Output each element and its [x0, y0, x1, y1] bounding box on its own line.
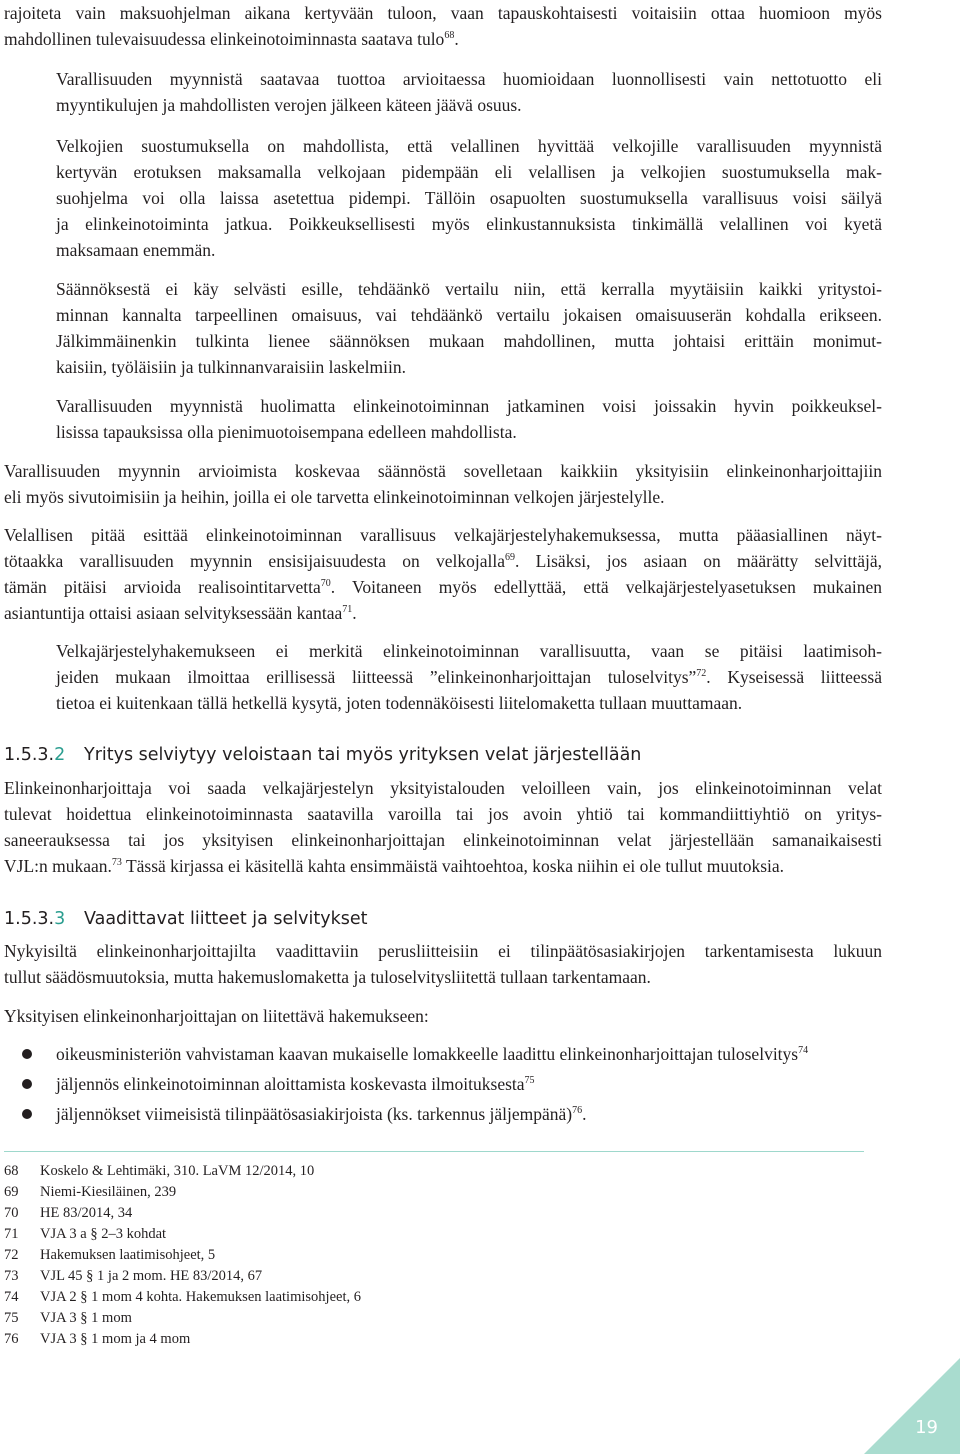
corner-triangle [864, 1358, 960, 1454]
body-line: Varallisuuden myynnistä saatavaa tuottoa arvioitaessa huomioidaan luonnollisesti vain nettotuotto eli [56, 69, 882, 89]
footnote-ref: 73 [111, 857, 122, 869]
body-line [4, 853, 784, 879]
section-number-prefix: 1.5.3. [4, 909, 55, 929]
body-line: Varallisuuden myynnistä huolimatta elinkeinotoiminnan jatkaminen voisi joissakin hyvin poikkeuksel- [56, 396, 882, 416]
list-item [56, 1071, 535, 1097]
bullet-dot [22, 1049, 32, 1059]
text: . Voitaneen myös edellyttää, että velkajärjestelyasetuksen mukainen [330, 577, 882, 597]
footnote-ref: 71 [342, 604, 353, 616]
page-number: 19 [915, 1417, 938, 1438]
body-line: tulevat hoidettua elinkeinotoiminnasta saatavilla varoilla tai jos avoin yhtiö tai kommandiittiyhtiö on yritys- [4, 804, 882, 824]
body-line [4, 574, 882, 600]
footnote-number: 76 [4, 1331, 19, 1347]
footnote [4, 1266, 262, 1286]
footnote-ref: 70 [320, 578, 331, 590]
list-item [56, 1101, 587, 1127]
body-line: lisissa tapauksissa olla pienimuotoisempana edelleen mahdollista. [56, 422, 517, 442]
body-line: Velkajärjestelyhakemukseen ei merkitä elinkeinotoiminnan varallisuutta, vaan se pitäisi laatimisoh- [56, 641, 882, 661]
body-line [4, 600, 357, 626]
footnote-number: 68 [4, 1163, 19, 1179]
footnote-ref: 69 [504, 552, 515, 564]
text: VJL:n mukaan. [4, 856, 112, 876]
body-line: rajoiteta vain maksuohjelman aikana kertyvään tuloon, vaan tapauskohtaisesti voitaisiin ottaa huomioon myös [4, 3, 882, 23]
body-line: minnan kannalta tarpeellinen omaisuus, vai tehdäänkö vertailu jokaisen omaisuuserän kohdalla erikseen. [56, 305, 882, 325]
footnote-number: 71 [4, 1226, 19, 1242]
footnote [4, 1182, 176, 1202]
body-line: myyntikulujen ja mahdollisten verojen jälkeen käteen jäävä osuus. [56, 95, 522, 115]
footnote-ref: 74 [798, 1045, 809, 1057]
footnote-ref: 75 [524, 1075, 535, 1087]
body-line: Yksityisen elinkeinonharjoittajan on liitettävä hakemukseen: [4, 1006, 429, 1026]
body-line: ja elinkeinotoiminta jatkua. Poikkeuksellisesti myös elinkustannuksista tinkimällä velallinen voi kyetä [56, 214, 882, 234]
footnote-divider [4, 1151, 864, 1152]
text: oikeusministeriön vahvistaman kaavan mukaiselle lomakkeelle laadittu elinkeinonharjoittajan tuloselvitys [56, 1044, 799, 1064]
body-line: saneerauksessa tai jos yksityisen elinkeinonharjoittajan elinkeinotoiminnan velat järjestellään samanaikaisesti [4, 830, 882, 850]
body-line [4, 26, 459, 52]
body-line: Velallisen pitää esittää elinkeinotoiminnan varallisuus velkajärjestelyhakemuksessa, mutta pääasiallinen näyt- [4, 525, 882, 545]
footnote-ref: 68 [444, 30, 455, 42]
body-line: eli myös sivutoimisiin ja heihin, joilla ei ole tarvetta elinkeinotoiminnan velkojen järjestelylle. [4, 487, 665, 507]
text: . Kyseisessä liitteessä [706, 667, 882, 687]
body-line: Jälkimmäinenkin tulkinta lienee säännöksen mukaan mahdollinen, mutta johtaisi erittäin monimut- [56, 331, 882, 351]
text: jeiden mukaan ilmoittaa erillisessä liitteessä ”elinkeinonharjoittajan tuloselvitys” [56, 667, 697, 687]
footnote-ref: 76 [572, 1105, 583, 1117]
section-title: Yritys selviytyy veloistaan tai myös yrityksen velat järjestellään [84, 745, 642, 765]
text: . [454, 29, 459, 49]
footnote-text: Niemi-Kiesiläinen, 239 [40, 1184, 177, 1200]
text: asiantuntija ottaisi asiaan selvityksessään kantaa [4, 603, 343, 623]
list-item [56, 1041, 808, 1067]
footnote-text: Koskelo & Lehtimäki, 310. LaVM 12/2014, 10 [40, 1163, 315, 1179]
body-line [4, 548, 882, 574]
body-line: Velkojien suostumuksella on mahdollista, että velallinen hyvittää velkojille varallisuuden myynnistä [56, 136, 882, 156]
body-line: suohjelma voi olla laissa asetettua pidempi. Tällöin osapuolten suostumuksella varallisuus voisi säilyä [56, 188, 882, 208]
footnote-text: VJA 3 § 1 mom ja 4 mom [40, 1331, 191, 1347]
text: tötaakka varallisuuden myynnin ensisijaisuudesta on velkojalla [4, 551, 505, 571]
footnote [4, 1203, 132, 1223]
section-number [4, 742, 84, 768]
body-line: Säännöksestä ei käy selvästi esille, tehdäänkö vertailu niin, että kerralla myytäisiin kaikki yritystoi- [56, 279, 882, 299]
body-line: Varallisuuden myynnin arvioimista koskevaa säännöstä sovelletaan kaikkiin yksityisiin elinkeinonharjoittajiin [4, 461, 882, 481]
section-number-prefix: 1.5.3. [4, 745, 55, 765]
footnote-ref: 72 [696, 668, 707, 680]
section-number [4, 906, 84, 932]
footnote-number: 70 [4, 1205, 19, 1221]
body-line: kertyvän erotuksen maksamalla velkojaan pidempään eli velallisen ja velkojien suostumuksella mak- [56, 162, 882, 182]
section-title: Vaadittavat liitteet ja selvitykset [84, 909, 368, 929]
footnote [4, 1329, 190, 1349]
footnote-text: Hakemuksen laatimisohjeet, 5 [40, 1247, 216, 1263]
text: . [352, 603, 357, 623]
body-line: kaisiin, työläisiin ja tulkinnanvaraisiin laskelmiin. [56, 357, 406, 377]
text: jäljennös elinkeinotoiminnan aloittamista koskevasta ilmoituksesta [56, 1074, 525, 1094]
footnote [4, 1224, 166, 1244]
text: . Lisäksi, jos asiaan on määrätty selvittäjä, [514, 551, 882, 571]
body-line: Elinkeinonharjoittaja voi saada velkajärjestelyn yksityistalouden veloilleen vain, jos elinkeinotoiminnan velat [4, 778, 882, 798]
footnote-number: 75 [4, 1310, 19, 1326]
footnote-text: VJL 45 § 1 ja 2 mom. HE 83/2014, 67 [40, 1268, 263, 1284]
footnote [4, 1308, 132, 1328]
body-line: maksamaan enemmän. [56, 240, 216, 260]
footnote-number: 69 [4, 1184, 19, 1200]
text: tämän pitäisi arvioida realisointitarvetta [4, 577, 321, 597]
footnote [4, 1245, 215, 1265]
footnote-text: VJA 3 a § 2–3 kohdat [40, 1226, 167, 1242]
text: . [582, 1104, 587, 1124]
section-heading [4, 906, 367, 932]
section-number-suffix: 2 [54, 745, 66, 765]
footnote-text: VJA 3 § 1 mom [40, 1310, 132, 1326]
body-line: tullut säädösmuutoksia, mutta hakemuslomaketta ja tuloselvitysliitettä tullaan tarkentamaan. [4, 967, 651, 987]
text: mahdollinen tulevaisuudessa elinkeinotoiminnasta saatava tulo [4, 29, 445, 49]
page-corner-decoration [864, 1358, 960, 1454]
body-line: Nykyisiltä elinkeinonharjoittajilta vaadittaviin perusliitteisiin ei tilinpäätösasiakirjojen tarkentamisesta lukuun [4, 941, 882, 961]
section-heading [4, 742, 641, 768]
footnote [4, 1287, 361, 1307]
footnote-text: VJA 2 § 1 mom 4 kohta. Hakemuksen laatimisohjeet, 6 [40, 1289, 361, 1305]
text: jäljennökset viimeisistä tilinpäätösasiakirjoista (ks. tarkennus jäljempänä) [56, 1104, 573, 1124]
bullet-dot [22, 1109, 32, 1119]
bullet-dot [22, 1079, 32, 1089]
footnote-number: 72 [4, 1247, 19, 1263]
section-number-suffix: 3 [54, 909, 66, 929]
footnote [4, 1161, 314, 1181]
text: Tässä kirjassa ei käsitellä kahta ensimmäistä vaihtoehtoa, koska niihin ei ole tullut muutoksia. [121, 856, 785, 876]
body-line [56, 664, 882, 690]
footnote-number: 73 [4, 1268, 19, 1284]
body-line: tietoa ei kuitenkaan tällä hetkellä kysytä, joten todennäköisesti liitelomaketta tullaan muuttamaan. [56, 693, 743, 713]
footnote-number: 74 [4, 1289, 19, 1305]
footnote-text: HE 83/2014, 34 [40, 1205, 133, 1221]
